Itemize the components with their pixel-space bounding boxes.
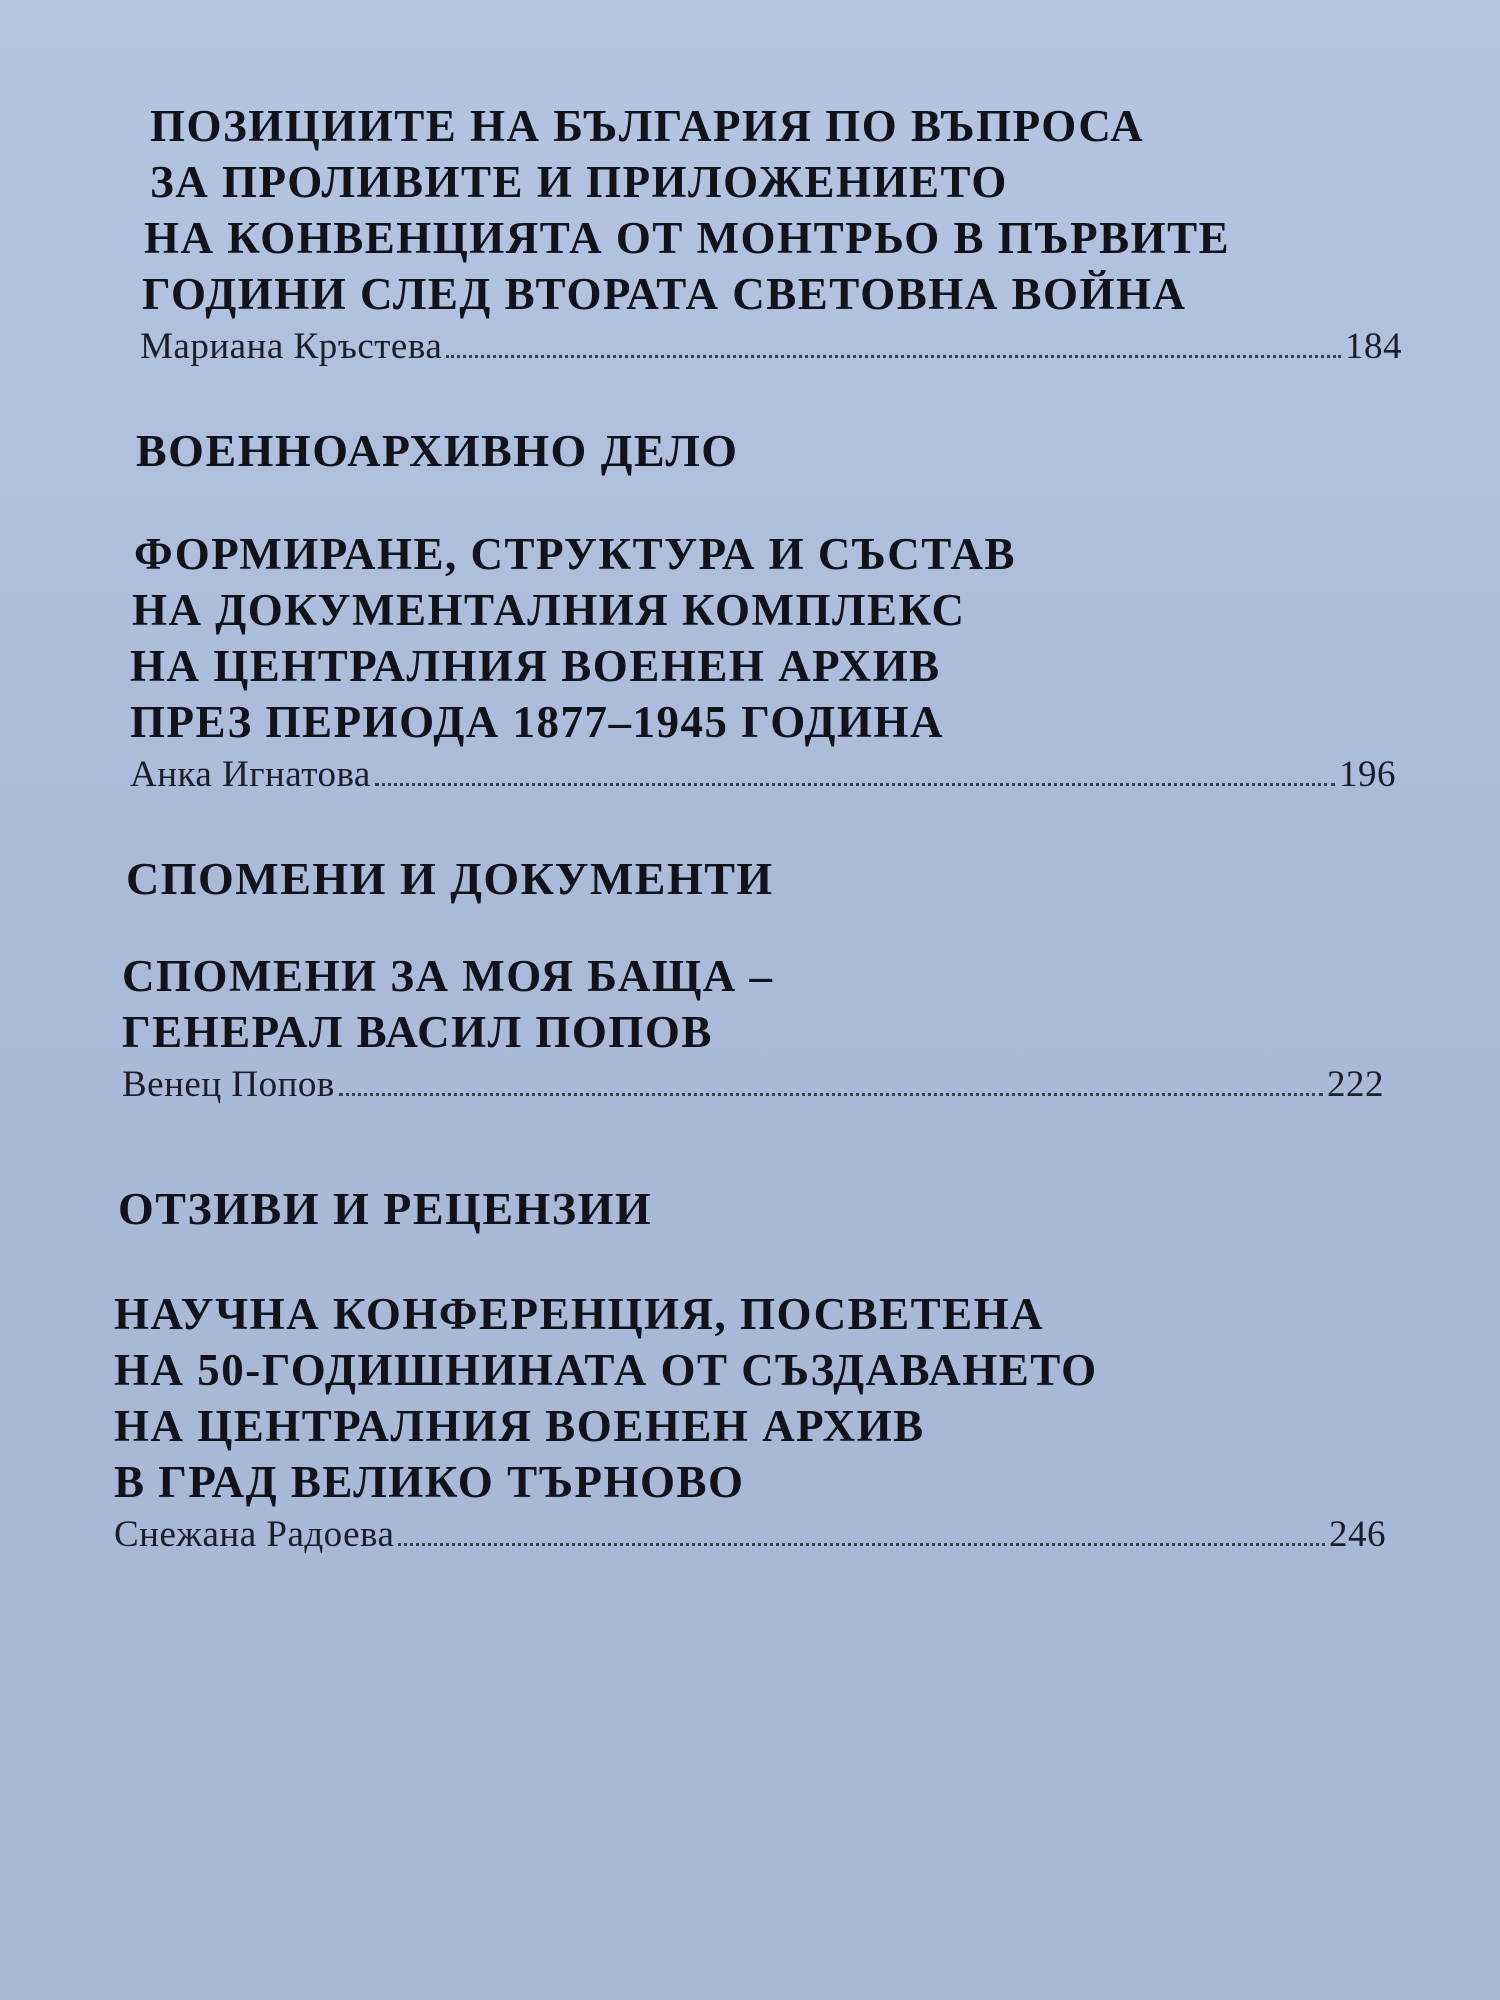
entry-title-line: НА 50-ГОДИШНИНАТА ОТ СЪЗДАВАНЕТО (114, 1345, 1098, 1395)
entry-title-line: В ГРАД ВЕЛИКО ТЪРНОВО (114, 1457, 745, 1507)
toc-author-row (114, 1512, 1386, 1558)
entry-title-line: ФОРМИРАНЕ, СТРУКТУРА И СЪСТАВ (134, 529, 1016, 579)
toc-entry (122, 948, 1384, 1108)
entry-page-number: 196 (1339, 754, 1396, 795)
entry-title-line: СПОМЕНИ ЗА МОЯ БАЩА – (122, 951, 774, 1001)
entry-title-line: ПРЕЗ ПЕРИОДА 1877–1945 ГОДИНА (130, 697, 945, 747)
entry-page-number: 184 (1345, 326, 1402, 367)
section-heading: ОТЗИВИ И РЕЦЕНЗИИ (118, 1183, 653, 1234)
entry-author: Анка Игнатова (130, 754, 371, 795)
entry-title-line: НАУЧНА КОНФЕРЕНЦИЯ, ПОСВЕТЕНА (114, 1289, 1045, 1339)
section-heading: ВОЕННОАРХИВНО ДЕЛО (136, 425, 739, 476)
section-heading: СПОМЕНИ И ДОКУМЕНТИ (126, 853, 774, 904)
toc-author-row (140, 324, 1402, 370)
entry-title-line: ГОДИНИ СЛЕД ВТОРАТА СВЕТОВНА ВОЙНА (142, 269, 1187, 319)
toc-entry (114, 1286, 1386, 1558)
entry-title-line: НА ЦЕНТРАЛНИЯ ВОЕНЕН АРХИВ (130, 641, 941, 691)
entry-title-line: ГЕНЕРАЛ ВАСИЛ ПОПОВ (122, 1007, 713, 1057)
entry-page-number: 246 (1329, 1514, 1386, 1555)
dot-leader (339, 1093, 1323, 1096)
dot-leader (375, 783, 1335, 786)
toc-entry (130, 526, 1396, 798)
entry-title-line: НА ДОКУМЕНТАЛНИЯ КОМПЛЕКС (132, 585, 966, 635)
toc-author-row (130, 752, 1396, 798)
entry-title-line: ЗА ПРОЛИВИТЕ И ПРИЛОЖЕНИЕТО (150, 157, 1008, 207)
entry-title-line: НА КОНВЕНЦИЯТА ОТ МОНТРЬО В ПЪРВИТЕ (144, 213, 1231, 263)
dot-leader (446, 355, 1341, 358)
entry-author: Венец Попов (122, 1064, 335, 1105)
toc-entry (140, 98, 1402, 370)
entry-author: Снежана Радоева (114, 1514, 395, 1555)
entry-title-line: ПОЗИЦИИТЕ НА БЪЛГАРИЯ ПО ВЪПРОСА (150, 101, 1145, 151)
entry-page-number: 222 (1327, 1064, 1384, 1105)
toc-author-row (122, 1062, 1384, 1108)
dot-leader (398, 1543, 1325, 1546)
entry-author: Мариана Кръстева (140, 326, 443, 367)
entry-title-line: НА ЦЕНТРАЛНИЯ ВОЕНЕН АРХИВ (114, 1401, 925, 1451)
